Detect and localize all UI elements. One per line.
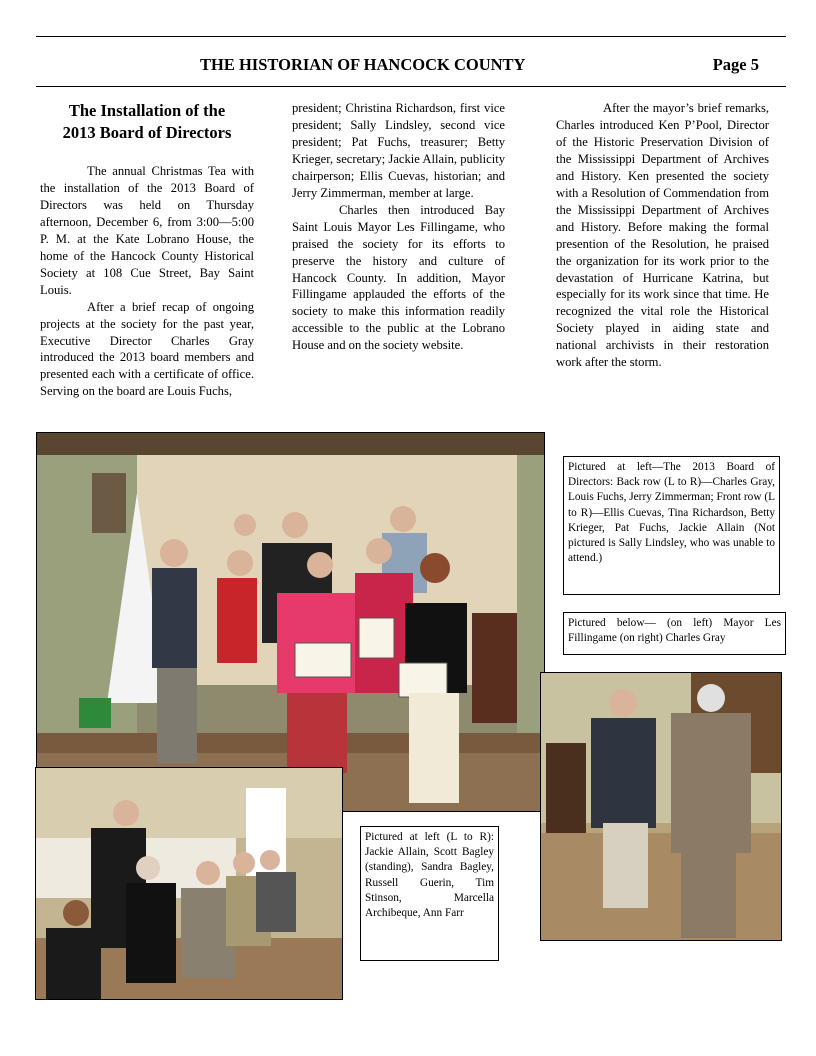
article-headline xyxy=(40,100,254,144)
mayor-photo xyxy=(540,672,782,941)
article-column-3 xyxy=(556,100,769,371)
guests-photo-image xyxy=(36,768,342,999)
board-caption-text: Pictured at left—The 2013 Board of Directors: Back row (L to R)—Charles Gray, Louis Fuchs, Jerry Zimmerman; Front row (L to R)—Ellis Cuevas, Tina Richardson, Betty Krieger, Pat Fuchs, Jackie Allain (Not pictured is Sally Lindsley, who was unable to attend.) xyxy=(568,461,775,565)
mayor-caption-text: Pictured below— (on left) Mayor Les Fillingame (on right) Charles Gray xyxy=(568,617,781,645)
top-rule xyxy=(36,36,786,37)
page-header xyxy=(36,55,786,77)
paragraph: The annual Christmas Tea with the installation of the 2013 Board of Directors was held on Thursday afternoon, December 6, from 3:00—5:00 P. M. at the Kate Lobrano House, the home of the Hancock County Historical Society at 108 Cue Street, Bay Saint Louis. xyxy=(40,164,254,297)
paragraph: After the mayor’s brief remarks, Charles introduced Ken P’Pool, Director of the Historic Preservation Division of the Mississippi Department of Archives and History. Ken presented the society with a Resolution of Commendation from the Mississippi Department of Archives and History. Before making the formal presention of the Resolution, he praised the organization for its work prior to the devastation of Hurricane Katrina, but especially for its work since that time. He recognized the vital role the Historical Society played in aiding state and national archivists in their restoration work after the storm. xyxy=(556,101,769,370)
mayor-photo-image xyxy=(541,673,781,940)
guests-photo xyxy=(35,767,343,1000)
paragraph: After a brief recap of ongoing projects at the society for the past year, Executive Director Charles Gray introduced the 2013 board members and presented each with a certificate of office. Serving on the board are Louis Fuchs, xyxy=(40,299,254,399)
paragraph: president; Christina Richardson, first vice president; Sally Lindsley, second vice president; Pat Fuchs, treasurer; Betty Krieger, secretary; Jackie Allain, publicity chairperson; Ellis Cuevas, historian; and Jerry Zimmerman, member at large. xyxy=(292,101,505,200)
mayor-caption xyxy=(563,612,786,655)
page-number: Page 5 xyxy=(712,55,759,74)
article-column-2 xyxy=(292,100,505,354)
headline-line-2: 2013 Board of Directors xyxy=(62,123,232,142)
board-caption xyxy=(563,456,780,595)
guests-caption xyxy=(360,826,499,961)
paragraph: Charles then introduced Bay Saint Louis Mayor Les Fillingame, who praised the society for its efforts to preserve the history and culture of Hancock County. In addition, Mayor Fillingame applauded the efforts of the society to make this information readily accessible to the public at the Lobrano House and on the society website. xyxy=(292,202,505,353)
article-column-1 xyxy=(40,100,254,400)
header-rule xyxy=(36,86,786,87)
guests-caption-text: Pictured at left (L to R): Jackie Allain, Scott Bagley (standing), Sandra Bagley, Russell Guerin, Tim Stinson, Marcella Archibeque, Ann Farr xyxy=(365,831,494,920)
headline-line-1: The Installation of the xyxy=(68,101,226,120)
board-photo xyxy=(36,432,545,812)
board-photo-image xyxy=(37,433,544,811)
publication-title: THE HISTORIAN OF HANCOCK COUNTY xyxy=(200,55,526,74)
